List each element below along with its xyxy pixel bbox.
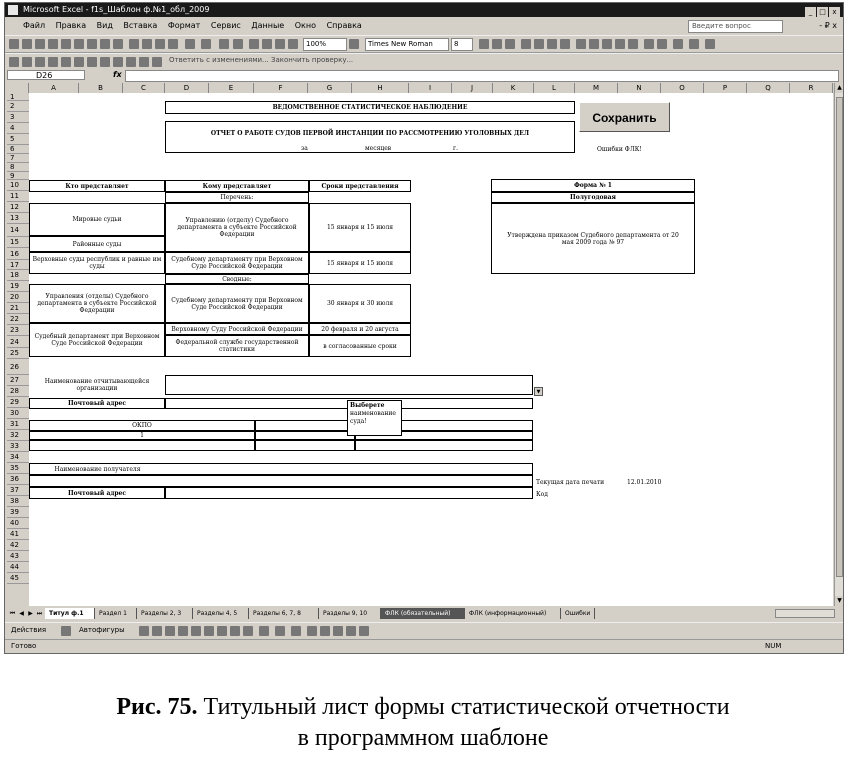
line-style-icon[interactable] (307, 626, 317, 636)
fill-color-icon[interactable] (689, 39, 699, 49)
row-header[interactable]: 31 (7, 419, 29, 430)
column-header[interactable]: L (534, 83, 575, 93)
column-header[interactable]: C (123, 83, 165, 93)
row-headers (7, 93, 29, 606)
hyperlink-icon[interactable] (219, 39, 229, 49)
review-icon-8[interactable] (100, 57, 110, 67)
merge-center-icon[interactable] (560, 39, 570, 49)
review-icon-4[interactable] (48, 57, 58, 67)
oval-icon[interactable] (178, 626, 188, 636)
row-header[interactable]: 15 (7, 237, 29, 248)
redo-icon[interactable] (201, 39, 211, 49)
row-header[interactable]: 4 (7, 123, 29, 134)
row-header[interactable]: 24 (7, 336, 29, 348)
tab-razdely-2-3[interactable]: Разделы 2, 3 (137, 608, 193, 619)
save-button[interactable]: Сохранить (579, 102, 670, 132)
period-za: за (301, 145, 308, 152)
mail-icon[interactable] (61, 39, 71, 49)
tab-razdely-4-5[interactable]: Разделы 4, 5 (193, 608, 249, 619)
row-header[interactable]: 26 (7, 359, 29, 375)
review-icon-9[interactable] (113, 57, 123, 67)
review-icon-1[interactable] (9, 57, 19, 67)
row-header[interactable]: 27 (7, 375, 29, 386)
row-header[interactable]: 20 (7, 292, 29, 303)
decrease-decimal-icon[interactable] (628, 39, 638, 49)
close-button[interactable]: x (829, 7, 840, 17)
caption-line-2: в программном шаблоне (297, 725, 549, 751)
font-color-draw-icon[interactable] (291, 626, 301, 636)
column-header[interactable]: H (352, 83, 409, 93)
column-header[interactable]: F (254, 83, 308, 93)
tab-razdely-6-7-8[interactable]: Разделы 6, 7, 8 (249, 608, 319, 619)
review-icon-2[interactable] (22, 57, 32, 67)
clipart-icon[interactable] (230, 626, 240, 636)
name-box[interactable]: D26 (7, 70, 85, 80)
row-header[interactable]: 40 (7, 518, 29, 529)
comma-icon[interactable] (602, 39, 612, 49)
okpo-value[interactable] (29, 440, 255, 451)
menu-bar (5, 18, 843, 34)
excel-window (4, 2, 844, 654)
row-header[interactable]: 29 (7, 397, 29, 408)
row-header[interactable]: 32 (7, 430, 29, 441)
column-header[interactable]: A (29, 83, 79, 93)
column-header[interactable]: O (661, 83, 704, 93)
italic-icon[interactable] (492, 39, 502, 49)
underline-icon[interactable] (505, 39, 515, 49)
maximize-button[interactable]: □ (817, 7, 828, 17)
column-header[interactable]: K (493, 83, 534, 93)
currency-icon[interactable] (576, 39, 586, 49)
col-num-2 (255, 431, 355, 440)
row-header[interactable]: 5 (7, 134, 29, 145)
period-months: месяцев (365, 145, 392, 152)
line-color-icon[interactable] (275, 626, 285, 636)
col-to-whom-header: Кому представляет (165, 180, 309, 192)
flk-errors-label: Ошибки ФЛК! (597, 146, 642, 153)
vertical-scrollbar[interactable] (834, 83, 844, 606)
figure-caption (0, 692, 846, 754)
period-year: г. (453, 145, 459, 152)
col-num-1: 1 (29, 431, 255, 440)
who-upravleniya: Управления (отделы) Судебного департамента в субъекте Российской Федерации (29, 284, 165, 323)
reviewing-toolbar (5, 53, 843, 71)
menu-view[interactable]: Вид (96, 21, 113, 30)
copy-icon[interactable] (142, 39, 152, 49)
print-date-label: Текущая дата печати (536, 479, 605, 486)
form-approved: Утверждена приказом Судебного департамента от 20 мая 2009 года № 97 (491, 203, 695, 274)
col-deadline-header: Сроки представления (309, 180, 411, 192)
column-header[interactable]: M (575, 83, 618, 93)
menu-insert[interactable]: Вставка (123, 21, 158, 30)
who-sud-dep: Судебный департамент при Верховном Суде Российской Федерации (29, 323, 165, 357)
select-objects-icon[interactable] (61, 626, 71, 636)
org-name-field[interactable] (165, 375, 533, 395)
row-header[interactable]: 44 (7, 562, 29, 573)
drawing-toolbar (5, 622, 843, 638)
cut-icon[interactable] (129, 39, 139, 49)
reply-with-changes-text[interactable]: Ответить с изменениями... Закончить проверку... (169, 56, 354, 64)
row-header[interactable]: 18 (7, 270, 29, 281)
menu-data[interactable]: Данные (251, 21, 285, 30)
figure-number: Рис. 75. (116, 694, 198, 720)
help-search-input[interactable]: Введите вопрос (688, 20, 783, 33)
new-icon[interactable] (9, 39, 19, 49)
row-header[interactable]: 12 (7, 202, 29, 213)
save-icon[interactable] (35, 39, 45, 49)
window-title: Microsoft Excel - f1s_Шаблон ф.№1_обл_2009 (23, 5, 210, 14)
fill-color-draw-icon[interactable] (259, 626, 269, 636)
column-header[interactable]: E (209, 83, 254, 93)
decrease-indent-icon[interactable] (644, 39, 654, 49)
column-headers (7, 83, 833, 93)
chart-wizard-icon[interactable] (275, 39, 285, 49)
deadline-agreed: в согласованные сроки (309, 335, 411, 357)
font-select[interactable]: Times New Roman (365, 38, 449, 51)
column-header[interactable]: G (308, 83, 352, 93)
paste-icon[interactable] (155, 39, 165, 49)
align-center-icon[interactable] (534, 39, 544, 49)
prev-tab-icon[interactable]: ◀ (19, 610, 24, 617)
arrow-icon[interactable] (152, 626, 162, 636)
org-name-dropdown-button[interactable]: ▼ (534, 387, 543, 396)
select-all-button[interactable] (7, 83, 29, 93)
textbox-icon[interactable] (191, 626, 201, 636)
menu-window[interactable]: Окно (294, 21, 317, 30)
review-icon-12[interactable] (152, 57, 162, 67)
tab-titul[interactable]: Титул ф.1 (45, 608, 95, 619)
workbook-controls[interactable]: - ₽ x (819, 21, 837, 30)
sort-desc-icon[interactable] (262, 39, 272, 49)
column-header[interactable]: B (79, 83, 123, 93)
bold-icon[interactable] (479, 39, 489, 49)
column-header[interactable]: R (790, 83, 833, 93)
row-header[interactable]: 25 (7, 348, 29, 359)
row-header[interactable]: 17 (7, 260, 29, 270)
menu-edit[interactable]: Правка (55, 21, 87, 30)
help-icon[interactable] (349, 39, 359, 49)
row-header[interactable]: 22 (7, 314, 29, 325)
form-period: Полугодовая (491, 192, 695, 203)
print-icon[interactable] (74, 39, 84, 49)
org-name-label: Наименование отчитывающейся организации (44, 378, 150, 392)
permission-icon[interactable] (48, 39, 58, 49)
menu-format[interactable]: Формат (167, 21, 201, 30)
scroll-up-icon[interactable]: ▲ (835, 83, 844, 93)
increase-indent-icon[interactable] (657, 39, 667, 49)
sheet-tabs-bar (5, 608, 843, 620)
tab-razdely-9-10[interactable]: Разделы 9, 10 (319, 608, 381, 619)
deadline-15: 15 января и 15 июля (309, 203, 411, 252)
percent-icon[interactable] (589, 39, 599, 49)
row-header[interactable]: 41 (7, 529, 29, 540)
form-title: Форма № 1 (491, 179, 695, 192)
column-header[interactable]: J (452, 83, 493, 93)
minimize-button[interactable]: _ (805, 7, 816, 17)
tab-errors[interactable]: Ошибки (561, 608, 595, 619)
autosum-icon[interactable] (233, 39, 243, 49)
code-label: Код (536, 491, 548, 498)
to-sud-dep: Судебному департаменту при Верховном Суде Российской Федерации (165, 252, 309, 274)
column-header[interactable]: I (409, 83, 452, 93)
status-num: NUM (765, 642, 782, 650)
standard-toolbar (5, 35, 843, 53)
row-header[interactable]: 19 (7, 281, 29, 292)
row-header[interactable]: 28 (7, 386, 29, 397)
tooltip-text: наименование суда! (350, 410, 396, 425)
fx-icon[interactable]: fx (113, 70, 122, 79)
menu-tools[interactable]: Сервис (210, 21, 241, 30)
last-tab-icon[interactable]: ⏭ (36, 610, 43, 617)
to-fss: Федеральной службе государственной статистики (165, 335, 309, 357)
who-rayonnye: Районные суды (29, 236, 165, 252)
okpo-value-2[interactable] (255, 440, 355, 451)
picture-icon[interactable] (243, 626, 253, 636)
borders-icon[interactable] (673, 39, 683, 49)
print-date-value: 12.01.2010 (627, 479, 662, 486)
align-right-icon[interactable] (547, 39, 557, 49)
okpo-col-2 (255, 420, 355, 431)
row-header[interactable]: 35 (7, 463, 29, 474)
font-size-select[interactable]: 8 (451, 38, 473, 51)
wordart-icon[interactable] (204, 626, 214, 636)
row-header[interactable]: 43 (7, 551, 29, 562)
row-header[interactable]: 8 (7, 163, 29, 172)
row-header[interactable]: 34 (7, 452, 29, 463)
tab-flk-info[interactable]: ФЛК (информационный) (465, 608, 561, 619)
row-header[interactable]: 33 (7, 441, 29, 452)
zoom-select[interactable]: 100% (303, 38, 347, 51)
shadow-icon[interactable] (346, 626, 356, 636)
row-header[interactable]: 6 (7, 145, 29, 154)
dash-style-icon[interactable] (320, 626, 330, 636)
tab-flk-mandatory[interactable]: ФЛК (обязательный) (381, 608, 465, 619)
row-header[interactable]: 45 (7, 573, 29, 584)
row-header[interactable]: 16 (7, 248, 29, 260)
format-painter-icon[interactable] (168, 39, 178, 49)
autoshapes-menu[interactable]: Автофигуры (79, 626, 125, 634)
report-title: ОТЧЕТ О РАБОТЕ СУДОВ ПЕРВОЙ ИНСТАНЦИИ ПО РАССМОТРЕНИЮ УГОЛОВНЫХ ДЕЛ (210, 130, 530, 137)
review-icon-11[interactable] (139, 57, 149, 67)
row-header[interactable]: 39 (7, 507, 29, 518)
row-header[interactable]: 7 (7, 154, 29, 163)
sort-asc-icon[interactable] (249, 39, 259, 49)
row-header[interactable]: 38 (7, 496, 29, 507)
research-icon[interactable] (113, 39, 123, 49)
caption-line-1: Титульный лист формы статистической отчетности (197, 694, 730, 720)
font-color-icon[interactable] (705, 39, 715, 49)
okpo-value-3[interactable] (355, 440, 533, 451)
validation-tooltip (347, 400, 402, 436)
column-header[interactable]: N (618, 83, 661, 93)
align-left-icon[interactable] (521, 39, 531, 49)
review-icon-5[interactable] (61, 57, 71, 67)
row-header[interactable]: 37 (7, 485, 29, 496)
col-who-header: Кто представляет (29, 180, 165, 192)
review-icon-10[interactable] (126, 57, 136, 67)
scroll-down-icon[interactable]: ▼ (835, 596, 844, 606)
first-tab-icon[interactable]: ⏮ (9, 610, 16, 617)
postal-label-2: Почтовый адрес (29, 487, 165, 499)
who-verkhovnye: Верховные суды республик и равные им суды (29, 252, 165, 274)
to-sud-dep-2: Судебному департаменту при Верховном Суде Российской Федерации (165, 284, 309, 323)
review-icon-3[interactable] (35, 57, 45, 67)
row-header[interactable]: 10 (7, 180, 29, 191)
drawing-icon[interactable] (288, 39, 298, 49)
formula-input[interactable] (125, 70, 839, 82)
title-bar (5, 3, 843, 17)
deadline-20: 20 февраля и 20 августа (309, 323, 411, 335)
status-bar (5, 639, 843, 653)
row-header[interactable]: 11 (7, 191, 29, 202)
rectangle-icon[interactable] (165, 626, 175, 636)
line-icon[interactable] (139, 626, 149, 636)
undo-icon[interactable] (185, 39, 195, 49)
row-header[interactable]: 23 (7, 325, 29, 336)
row-header[interactable]: 2 (7, 101, 29, 112)
tab-razdel-1[interactable]: Раздел 1 (95, 608, 137, 619)
section-svodnye: Сводные: (165, 274, 309, 284)
spelling-icon[interactable] (100, 39, 110, 49)
review-icon-7[interactable] (87, 57, 97, 67)
diagram-icon[interactable] (217, 626, 227, 636)
recipient-field-2[interactable] (29, 475, 533, 487)
row-header[interactable]: 9 (7, 172, 29, 180)
deadline-15b: 15 января и 15 июля (309, 252, 411, 274)
to-upravlenie: Управлению (отделу) Судебного департамента в субъекте Российской Федерации (165, 203, 309, 252)
section-perechen: Перечень: (165, 192, 309, 203)
horizontal-scrollbar[interactable] (775, 609, 835, 618)
row-header[interactable]: 42 (7, 540, 29, 551)
header-title: ВЕДОМСТВЕННОЕ СТАТИСТИЧЕСКОЕ НАБЛЮДЕНИЕ (165, 101, 575, 114)
row-header[interactable]: 13 (7, 213, 29, 224)
column-header[interactable]: D (165, 83, 209, 93)
arrow-style-icon[interactable] (333, 626, 343, 636)
postal-field-2[interactable] (165, 487, 533, 499)
row-header[interactable]: 30 (7, 408, 29, 419)
menu-file[interactable]: Файл (23, 21, 46, 30)
deadline-30: 30 января и 30 июля (309, 284, 411, 323)
formula-bar (5, 70, 843, 82)
column-header[interactable]: Q (747, 83, 790, 93)
who-mirovye: Мировые судьи (29, 203, 165, 236)
postal-label: Почтовый адрес (29, 398, 165, 409)
row-header[interactable]: 21 (7, 303, 29, 314)
tooltip-title: Выберете (350, 402, 385, 409)
recipient-label: Наименование получателя (29, 463, 165, 475)
next-tab-icon[interactable]: ▶ (28, 610, 33, 617)
recipient-field[interactable] (165, 463, 533, 475)
row-header[interactable]: 14 (7, 224, 29, 237)
row-header[interactable]: 36 (7, 474, 29, 485)
to-verkhovnyi: Верховному Суду Российской Федерации (165, 323, 309, 335)
column-header[interactable]: P (704, 83, 747, 93)
review-icon-6[interactable] (74, 57, 84, 67)
3d-icon[interactable] (359, 626, 369, 636)
scroll-thumb[interactable] (836, 97, 843, 577)
print-preview-icon[interactable] (87, 39, 97, 49)
open-icon[interactable] (22, 39, 32, 49)
status-ready: Готово (11, 642, 37, 650)
row-header[interactable]: 1 (7, 93, 29, 101)
row-header[interactable]: 3 (7, 112, 29, 123)
excel-app-icon (8, 5, 18, 15)
actions-menu[interactable]: Действия (11, 626, 47, 634)
menu-help[interactable]: Справка (326, 21, 362, 30)
okpo-label: ОКПО (29, 420, 255, 431)
worksheet-grid[interactable] (29, 93, 833, 606)
increase-decimal-icon[interactable] (615, 39, 625, 49)
